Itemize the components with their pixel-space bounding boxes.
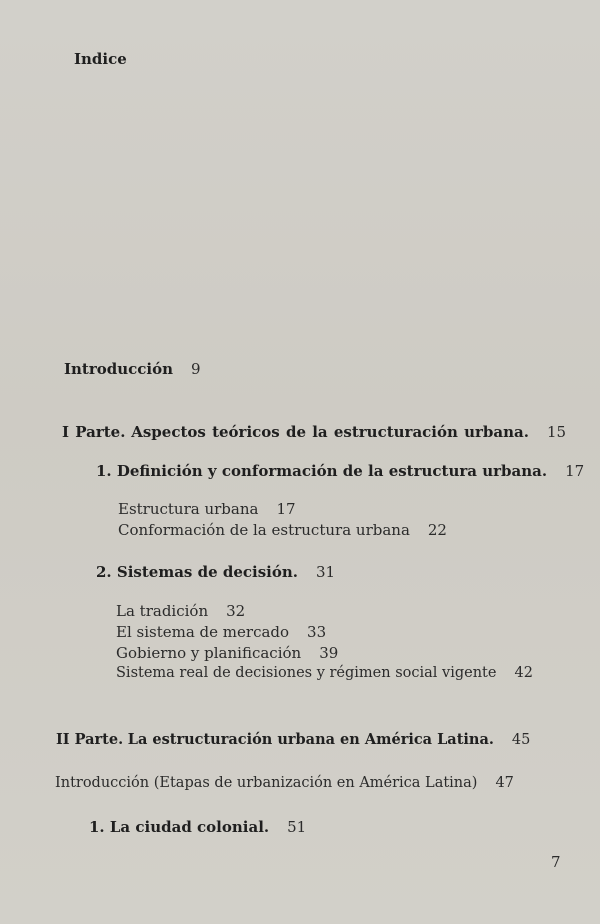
entry-page: 39 <box>319 644 339 662</box>
entry-page: 32 <box>226 602 246 620</box>
toc-entry-conformacion <box>118 521 447 539</box>
entry-page: 33 <box>307 623 327 641</box>
toc-entry-introduccion-etapas <box>55 775 514 791</box>
entry-page: 17 <box>276 500 296 518</box>
toc-entry-ciudad-colonial <box>89 818 306 836</box>
toc-entry-parte-2 <box>56 731 530 748</box>
entry-page: 17 <box>565 462 585 480</box>
entry-page: 42 <box>514 665 533 681</box>
toc-entry-sistema-real <box>116 665 533 681</box>
toc-entry-mercado <box>116 623 326 641</box>
entry-title: Introducción <box>64 360 174 378</box>
toc-entry-parte-1 <box>62 423 566 441</box>
entry-page: 31 <box>315 563 336 581</box>
toc-entry-introduccion <box>64 360 201 378</box>
toc-entry-estructura-urbana <box>118 500 296 518</box>
entry-title: 1. Definición y conformación de la estructura urbana. <box>96 462 548 480</box>
entry-part-label: I Parte. <box>62 423 126 441</box>
toc-entry-gobierno <box>116 644 338 662</box>
entry-part-label: II Parte. <box>56 731 124 748</box>
entry-title: Sistema real de decisiones y régimen social vigente <box>116 665 497 681</box>
entry-page: 9 <box>191 360 201 378</box>
entry-title: Estructura urbana <box>118 500 259 518</box>
entry-title: 1. La ciudad colonial. <box>89 818 270 836</box>
entry-page: 22 <box>427 521 447 539</box>
entry-title: La tradición <box>116 602 209 620</box>
entry-title: La estructuración urbana en América Latina. <box>127 731 494 748</box>
entry-title: Conformación de la estructura urbana <box>118 521 410 539</box>
toc-entry-chapter-1 <box>96 462 584 480</box>
toc-entry-tradicion <box>116 602 245 620</box>
toc-entry-chapter-2 <box>96 563 335 581</box>
entry-page: 15 <box>547 423 567 441</box>
entry-page: 51 <box>287 818 307 836</box>
entry-title: 2. Sistemas de decisión. <box>96 563 298 581</box>
page-number: 7 <box>551 853 561 871</box>
entry-title: Aspectos teóricos de la estructuración urbana. <box>131 423 529 441</box>
entry-page: 47 <box>495 775 514 791</box>
entry-title: Introducción (Etapas de urbanización en América Latina) <box>55 775 478 791</box>
entry-title: El sistema de mercado <box>116 623 290 641</box>
entry-page: 45 <box>511 732 531 748</box>
index-heading: Indice <box>74 50 127 68</box>
entry-title: Gobierno y planificación <box>116 644 302 662</box>
